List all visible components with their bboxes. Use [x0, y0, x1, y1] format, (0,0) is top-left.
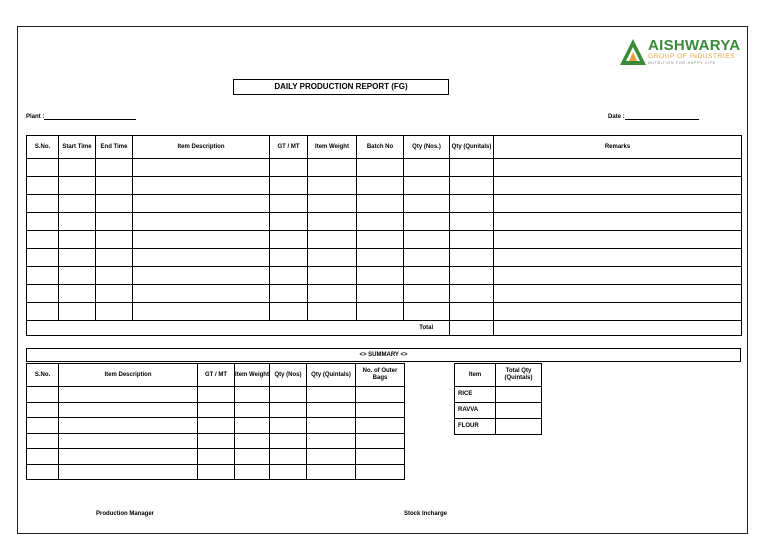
- production-cell[interactable]: [270, 267, 308, 285]
- summary-row: [27, 402, 405, 418]
- summary-cell[interactable]: [27, 402, 59, 418]
- logo-group: GROUP OF INDUSTRIES: [648, 53, 736, 60]
- production-row: [27, 231, 742, 249]
- item-name: RAVVA: [455, 403, 496, 419]
- total-spacer: [27, 321, 404, 336]
- company-logo: [620, 37, 740, 69]
- production-cell[interactable]: [59, 177, 96, 195]
- col-item-weight: Item Weight: [308, 136, 357, 159]
- production-cell[interactable]: [270, 249, 308, 267]
- production-cell[interactable]: [308, 303, 357, 321]
- summary-cell[interactable]: [198, 402, 235, 418]
- production-row: [27, 177, 742, 195]
- production-cell[interactable]: [450, 213, 494, 231]
- production-cell[interactable]: [357, 249, 404, 267]
- summary-cell[interactable]: [307, 387, 356, 403]
- production-cell[interactable]: [133, 285, 270, 303]
- sum-col-outer-bags: No. of Outer Bags: [356, 364, 405, 387]
- production-cell[interactable]: [270, 285, 308, 303]
- plant-label: Plant :: [26, 114, 45, 120]
- summary-cell[interactable]: [307, 464, 356, 480]
- summary-cell[interactable]: [356, 433, 405, 449]
- summary-cell[interactable]: [270, 387, 307, 403]
- production-row: [27, 285, 742, 303]
- production-cell[interactable]: [494, 177, 742, 195]
- item-row-rice: [455, 387, 542, 403]
- production-cell[interactable]: [96, 195, 133, 213]
- plant-input-line[interactable]: [44, 113, 136, 120]
- production-row: [27, 303, 742, 321]
- summary-cell[interactable]: [198, 449, 235, 465]
- production-cell[interactable]: [450, 285, 494, 303]
- production-cell[interactable]: [308, 231, 357, 249]
- production-cell[interactable]: [357, 303, 404, 321]
- production-total-row: [27, 321, 742, 336]
- col-batch-no: Batch No: [357, 136, 404, 159]
- production-cell[interactable]: [404, 195, 450, 213]
- summary-cell[interactable]: [356, 418, 405, 434]
- production-cell[interactable]: [404, 285, 450, 303]
- item-totals-header-row: [455, 364, 542, 387]
- summary-cell[interactable]: [198, 387, 235, 403]
- production-cell[interactable]: [96, 177, 133, 195]
- production-cell[interactable]: [96, 249, 133, 267]
- production-cell[interactable]: [357, 231, 404, 249]
- production-cell[interactable]: [133, 177, 270, 195]
- summary-cell[interactable]: [59, 464, 198, 480]
- plant-field: [26, 113, 136, 120]
- production-cell[interactable]: [308, 267, 357, 285]
- summary-cell[interactable]: [235, 402, 270, 418]
- summary-cell[interactable]: [307, 402, 356, 418]
- production-cell[interactable]: [270, 195, 308, 213]
- production-cell[interactable]: [404, 249, 450, 267]
- summary-cell[interactable]: [198, 433, 235, 449]
- production-row: [27, 249, 742, 267]
- production-cell[interactable]: [96, 303, 133, 321]
- production-cell[interactable]: [133, 231, 270, 249]
- production-cell[interactable]: [494, 267, 742, 285]
- col-sno: S.No.: [27, 136, 59, 159]
- production-cell[interactable]: [96, 213, 133, 231]
- production-cell[interactable]: [308, 285, 357, 303]
- production-row: [27, 159, 742, 177]
- summary-cell[interactable]: [59, 433, 198, 449]
- production-cell[interactable]: [450, 249, 494, 267]
- summary-cell[interactable]: [59, 387, 198, 403]
- production-cell[interactable]: [27, 159, 59, 177]
- production-cell[interactable]: [27, 303, 59, 321]
- summary-cell[interactable]: [356, 464, 405, 480]
- sum-col-qty-quintals: Qty (Quintals): [307, 364, 356, 387]
- production-cell[interactable]: [270, 231, 308, 249]
- production-cell[interactable]: [27, 267, 59, 285]
- summary-table: [26, 363, 405, 480]
- summary-cell[interactable]: [27, 387, 59, 403]
- production-row: [27, 213, 742, 231]
- production-row: [27, 195, 742, 213]
- item-totals-table: [454, 363, 542, 435]
- sum-col-qty-nos: Qty (Nos): [270, 364, 307, 387]
- summary-cell[interactable]: [356, 449, 405, 465]
- summary-cell[interactable]: [307, 449, 356, 465]
- summary-cell[interactable]: [59, 418, 198, 434]
- production-cell[interactable]: [404, 303, 450, 321]
- production-cell[interactable]: [494, 285, 742, 303]
- production-cell[interactable]: [404, 267, 450, 285]
- summary-cell[interactable]: [270, 449, 307, 465]
- production-table: [26, 135, 742, 336]
- production-cell[interactable]: [450, 231, 494, 249]
- total-qty-cell[interactable]: [450, 321, 494, 336]
- item-name: RICE: [455, 387, 496, 403]
- item-total-cell[interactable]: [496, 387, 542, 403]
- date-field: [608, 113, 699, 120]
- summary-cell[interactable]: [198, 418, 235, 434]
- production-cell[interactable]: [450, 177, 494, 195]
- item-total-cell[interactable]: [496, 419, 542, 435]
- production-cell[interactable]: [357, 195, 404, 213]
- production-cell[interactable]: [59, 249, 96, 267]
- col-qty-quintals: Qty (Qunitals): [450, 136, 494, 159]
- production-cell[interactable]: [357, 285, 404, 303]
- production-cell[interactable]: [357, 177, 404, 195]
- production-cell[interactable]: [404, 159, 450, 177]
- production-cell[interactable]: [270, 177, 308, 195]
- production-cell[interactable]: [27, 177, 59, 195]
- production-cell[interactable]: [450, 159, 494, 177]
- item-col-total-qty: Total Qty (Quintals): [496, 364, 542, 387]
- summary-cell[interactable]: [27, 433, 59, 449]
- item-col-item: Item: [455, 364, 496, 387]
- production-cell[interactable]: [357, 213, 404, 231]
- production-cell[interactable]: [133, 249, 270, 267]
- summary-cell[interactable]: [270, 464, 307, 480]
- summary-cell[interactable]: [307, 433, 356, 449]
- production-cell[interactable]: [450, 303, 494, 321]
- col-start-time: Start Time: [59, 136, 96, 159]
- col-gt-mt: GT / MT: [270, 136, 308, 159]
- logo-mark-icon: [620, 39, 646, 67]
- production-cell[interactable]: [494, 249, 742, 267]
- production-cell[interactable]: [494, 213, 742, 231]
- summary-cell[interactable]: [235, 433, 270, 449]
- production-cell[interactable]: [133, 303, 270, 321]
- col-qty-nos: Qty (Nos.): [404, 136, 450, 159]
- production-cell[interactable]: [133, 159, 270, 177]
- production-cell[interactable]: [27, 231, 59, 249]
- sum-col-sno: S.No.: [27, 364, 59, 387]
- production-cell[interactable]: [59, 303, 96, 321]
- production-cell[interactable]: [450, 195, 494, 213]
- summary-cell[interactable]: [59, 402, 198, 418]
- production-cell[interactable]: [308, 195, 357, 213]
- summary-cell[interactable]: [235, 449, 270, 465]
- summary-cell[interactable]: [27, 418, 59, 434]
- summary-row: [27, 387, 405, 403]
- production-cell[interactable]: [96, 159, 133, 177]
- production-cell[interactable]: [133, 213, 270, 231]
- report-title: DAILY PRODUCTION REPORT (FG): [233, 79, 449, 95]
- summary-cell[interactable]: [356, 402, 405, 418]
- item-total-cell[interactable]: [496, 403, 542, 419]
- stock-incharge-label: Stock Incharge: [404, 511, 448, 517]
- production-cell[interactable]: [270, 303, 308, 321]
- col-remarks: Remarks: [494, 136, 742, 159]
- production-cell[interactable]: [494, 231, 742, 249]
- production-cell[interactable]: [270, 213, 308, 231]
- col-end-time: End Time: [96, 136, 133, 159]
- item-row-flour: [455, 419, 542, 435]
- total-remarks-cell[interactable]: [494, 321, 742, 336]
- production-cell[interactable]: [357, 267, 404, 285]
- production-cell[interactable]: [308, 177, 357, 195]
- production-cell[interactable]: [27, 213, 59, 231]
- logo-name: AISHWARYA: [648, 37, 741, 54]
- summary-cell[interactable]: [235, 464, 270, 480]
- summary-cell[interactable]: [235, 387, 270, 403]
- production-cell[interactable]: [27, 249, 59, 267]
- production-manager-label: Production Manager: [96, 511, 155, 517]
- summary-cell[interactable]: [27, 464, 59, 480]
- date-label: Date :: [608, 114, 625, 120]
- production-cell[interactable]: [133, 267, 270, 285]
- sum-col-item-description: Item Description: [59, 364, 198, 387]
- production-cell[interactable]: [404, 213, 450, 231]
- production-cell[interactable]: [494, 303, 742, 321]
- col-item-description: Item Description: [133, 136, 270, 159]
- production-cell[interactable]: [308, 249, 357, 267]
- summary-cell[interactable]: [235, 418, 270, 434]
- production-cell[interactable]: [404, 231, 450, 249]
- summary-cell[interactable]: [198, 464, 235, 480]
- summary-cell[interactable]: [59, 449, 198, 465]
- production-cell[interactable]: [59, 159, 96, 177]
- summary-row: [27, 449, 405, 465]
- production-row: [27, 267, 742, 285]
- logo-tagline: NUTRITION FOR HAPPY LIFE: [648, 61, 716, 65]
- summary-cell[interactable]: [270, 402, 307, 418]
- summary-header-row: [27, 364, 405, 387]
- production-cell[interactable]: [494, 195, 742, 213]
- production-cell[interactable]: [494, 159, 742, 177]
- production-cell[interactable]: [450, 267, 494, 285]
- production-cell[interactable]: [59, 267, 96, 285]
- summary-row: [27, 418, 405, 434]
- production-cell[interactable]: [96, 231, 133, 249]
- production-cell[interactable]: [308, 159, 357, 177]
- production-cell[interactable]: [27, 285, 59, 303]
- sum-col-gt-mt: GT / MT: [198, 364, 235, 387]
- item-row-ravva: [455, 403, 542, 419]
- summary-row: [27, 433, 405, 449]
- production-cell[interactable]: [59, 231, 96, 249]
- item-name: FLOUR: [455, 419, 496, 435]
- summary-cell[interactable]: [270, 418, 307, 434]
- production-cell[interactable]: [59, 195, 96, 213]
- production-cell[interactable]: [27, 195, 59, 213]
- production-cell[interactable]: [404, 177, 450, 195]
- production-cell[interactable]: [308, 213, 357, 231]
- production-cell[interactable]: [59, 213, 96, 231]
- summary-cell[interactable]: [356, 387, 405, 403]
- summary-cell[interactable]: [270, 433, 307, 449]
- summary-bar: <> SUMMARY <>: [26, 348, 741, 362]
- production-cell[interactable]: [133, 195, 270, 213]
- production-cell[interactable]: [357, 159, 404, 177]
- production-header-row: [27, 136, 742, 159]
- production-cell[interactable]: [96, 267, 133, 285]
- summary-cell[interactable]: [27, 449, 59, 465]
- date-input-line[interactable]: [625, 113, 699, 120]
- total-label: Total: [404, 321, 450, 336]
- production-cell[interactable]: [270, 159, 308, 177]
- summary-cell[interactable]: [307, 418, 356, 434]
- production-cell[interactable]: [96, 285, 133, 303]
- production-cell[interactable]: [59, 285, 96, 303]
- sum-col-item-weight: Item Weight: [235, 364, 270, 387]
- summary-row: [27, 464, 405, 480]
